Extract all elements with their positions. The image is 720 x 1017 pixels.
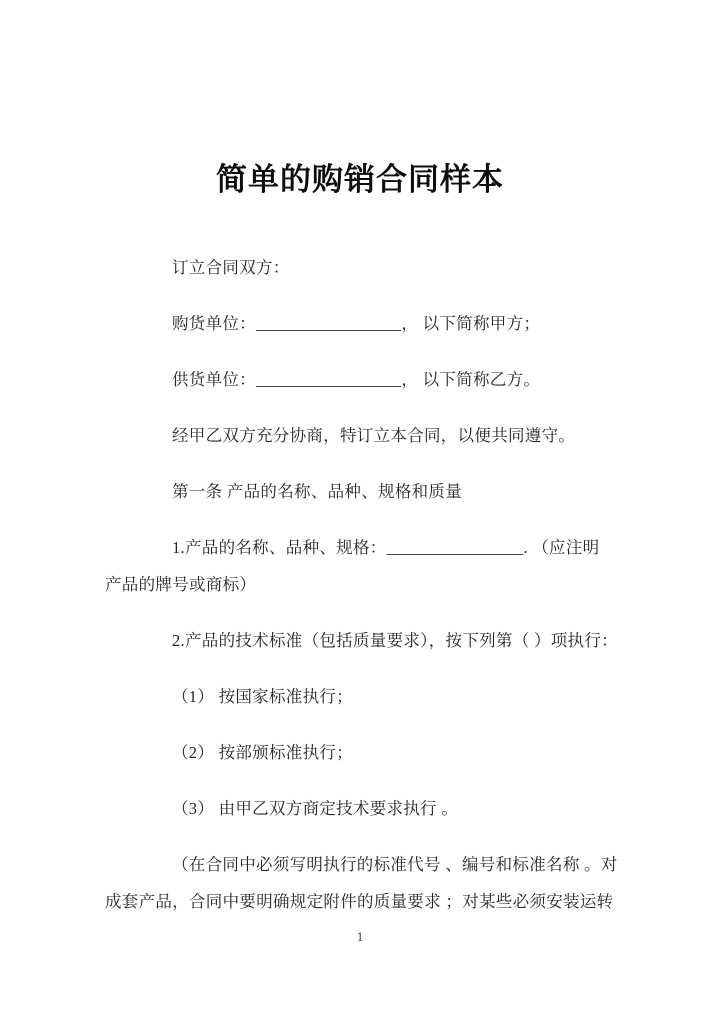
contract-title: 简单的购销合同样本 [216, 162, 504, 197]
paragraph-supplier-unit [105, 361, 700, 398]
paragraph-line: （3） 由甲乙双方商定技术要求执行 。 [172, 799, 459, 818]
paragraph-line: 第一条 产品的名称、品种、规格和质量 [172, 482, 463, 501]
paragraph-note [105, 846, 700, 920]
paragraph-article-1-heading [105, 473, 700, 510]
paragraph-parties-intro [105, 249, 700, 286]
paragraph-line: 经甲乙双方充分协商，特订立本合同，以便共同遵守。 [172, 426, 576, 445]
paragraph-item-1 [105, 529, 700, 603]
paragraph-item-2 [105, 622, 700, 659]
contract-body [0, 249, 720, 920]
paragraph-option-2 [105, 734, 700, 771]
paragraph-line: 1.产品的名称、品种、规格：________________. （应注明 [172, 538, 600, 557]
paragraph-agreement-statement [105, 417, 700, 454]
paragraph-option-1 [105, 678, 700, 715]
paragraph-line: 成套产品，合同中要明确规定附件的质量要求 ；对某些必须安装运转 [105, 892, 614, 911]
paragraph-line: 订立合同双方： [172, 258, 290, 277]
paragraph-line: 供货单位：_________________， 以下简称乙方。 [172, 370, 541, 389]
page-number: 1 [356, 929, 364, 944]
paragraph-line: 购货单位：_________________， 以下简称甲方； [172, 314, 541, 333]
paragraph-line: （在合同中必须写明执行的标准代号 、编号和标准名称 。对 [172, 855, 618, 874]
paragraph-line: 2.产品的技术标准（包括质量要求），按下列第（ ）项执行： [172, 631, 618, 650]
paragraph-buyer-unit [105, 305, 700, 342]
paragraph-option-3 [105, 790, 700, 827]
paragraph-line: （2） 按部颁标准执行； [172, 743, 353, 762]
paragraph-line: （1） 按国家标准执行； [172, 687, 353, 706]
paragraph-line: 产品的牌号或商标） [105, 575, 257, 594]
